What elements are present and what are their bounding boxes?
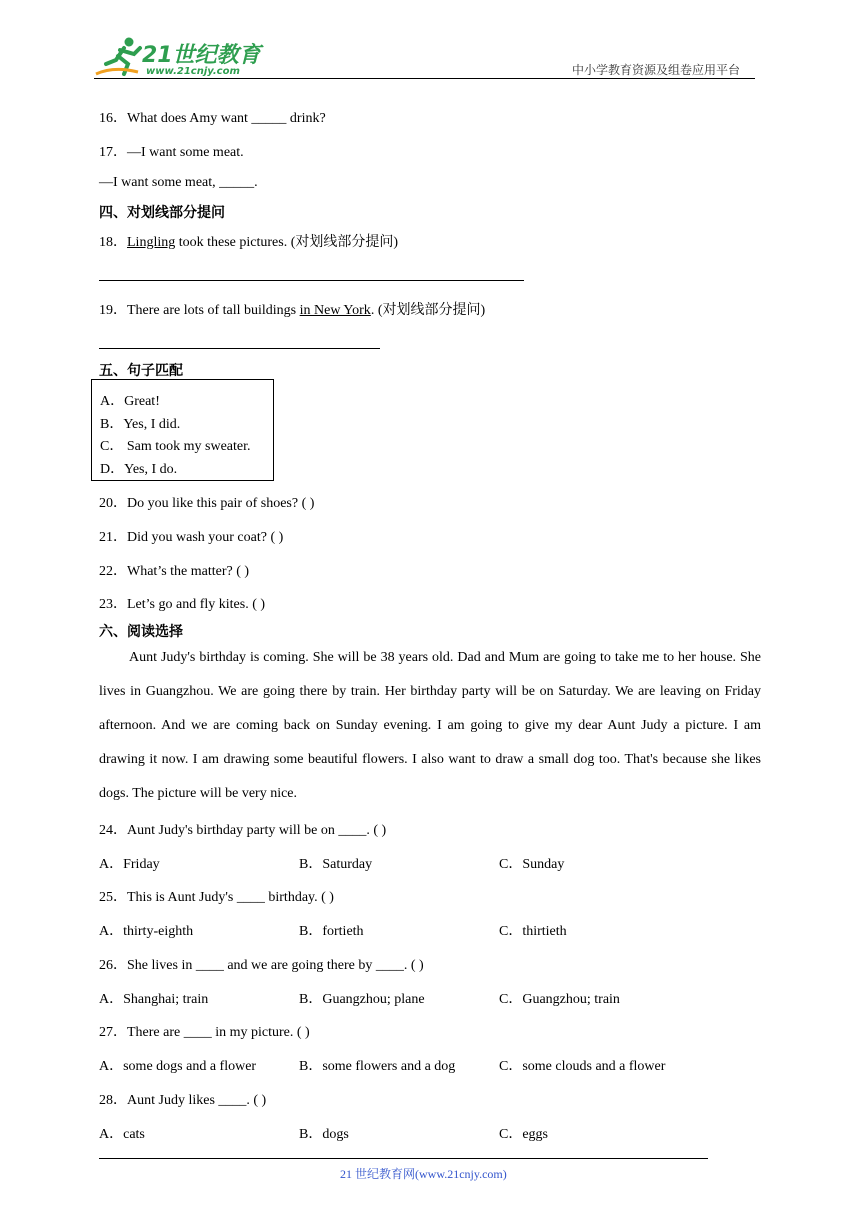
q18-answer-line [99, 280, 524, 281]
q28-option-a: A．cats [99, 1127, 145, 1142]
q18-rest: took these pictures. (对划线部分提问) [175, 235, 399, 250]
q19-underlined: in New York [299, 303, 371, 318]
section-5-heading: 五、句子匹配 [99, 363, 183, 379]
match-option-c: C． Sam took my sweater. [100, 439, 251, 454]
q27-option-b: B．some flowers and a dog [299, 1059, 456, 1074]
match-option-b: B．Yes, I did. [100, 417, 181, 432]
section-4-heading: 四、对划线部分提问 [99, 205, 225, 221]
q18-number: 18． [99, 235, 127, 250]
question-26: 26．She lives in ____ and we are going there by ____. ( ) [99, 958, 424, 973]
question-20: 20．Do you like this pair of shoes? ( ) [99, 496, 315, 511]
question-18 [99, 231, 398, 251]
reading-passage: Aunt Judy's birthday is coming. She will be 38 years old. Dad and Mum are going to take me to her house. She lives in Guangzhou. We are going there by train. Her birthday party will be on Saturday. We are leaving on Friday afternoon. And we are coming back on Sunday evening. I am going to give my dear Aunt Judy a picture. I am drawing it now. I am drawing some beautiful flowers. I also want to draw a small dog too. That's because she likes dogs. The picture will be very nice. [99, 650, 761, 801]
header-divider [94, 78, 755, 79]
question-17: 17．—I want some meat. [99, 145, 244, 160]
match-option-a: A．Great! [100, 394, 160, 409]
site-logo [94, 34, 264, 80]
q26-option-c: C．Guangzhou; train [499, 992, 620, 1007]
question-28: 28．Aunt Judy likes ____. ( ) [99, 1093, 267, 1108]
question-21: 21．Did you wash your coat? ( ) [99, 530, 284, 545]
platform-title: 中小学教育资源及组卷应用平台 [572, 63, 741, 77]
logo-title: 21世纪教育 [142, 43, 261, 68]
q24-option-a: A．Friday [99, 857, 160, 872]
matching-options-box [91, 379, 274, 481]
q24-option-b: B．Saturday [299, 857, 373, 872]
q27-option-c: C．some clouds and a flower [499, 1059, 666, 1074]
question-23: 23．Let’s go and fly kites. ( ) [99, 597, 266, 612]
q25-option-a: A．thirty-eighth [99, 924, 194, 939]
q28-option-b: B．dogs [299, 1127, 349, 1142]
q27-option-a: A．some dogs and a flower [99, 1059, 257, 1074]
q19-answer-line [99, 348, 380, 349]
question-24: 24．Aunt Judy's birthday party will be on ____. ( ) [99, 823, 387, 838]
footer-divider [99, 1158, 708, 1159]
q25-option-c: C．thirtieth [499, 924, 567, 939]
q18-underlined: Lingling [127, 235, 176, 250]
match-option-d: D．Yes, I do. [100, 462, 178, 477]
q26-option-a: A．Shanghai; train [99, 992, 209, 1007]
q28-option-c: C．eggs [499, 1127, 548, 1142]
question-17-response: —I want some meat, _____. [99, 175, 258, 190]
q19-pre: 19．There are lots of tall buildings [99, 303, 300, 318]
question-22: 22．What’s the matter? ( ) [99, 564, 250, 579]
q19-rest: . (对划线部分提问) [370, 303, 486, 318]
q24-option-c: C．Sunday [499, 857, 565, 872]
section-6-heading: 六、阅读选择 [99, 624, 183, 640]
question-25: 25．This is Aunt Judy's ____ birthday. ( ) [99, 890, 334, 905]
footer-text: 21 世纪教育网(www.21cnjy.com) [340, 1167, 507, 1181]
q26-option-b: B．Guangzhou; plane [299, 992, 425, 1007]
logo-url: www.21cnjy.com [146, 66, 240, 77]
question-27: 27．There are ____ in my picture. ( ) [99, 1025, 310, 1040]
question-19 [99, 299, 485, 319]
q25-option-b: B．fortieth [299, 924, 364, 939]
question-16: 16．What does Amy want _____ drink? [99, 111, 326, 126]
